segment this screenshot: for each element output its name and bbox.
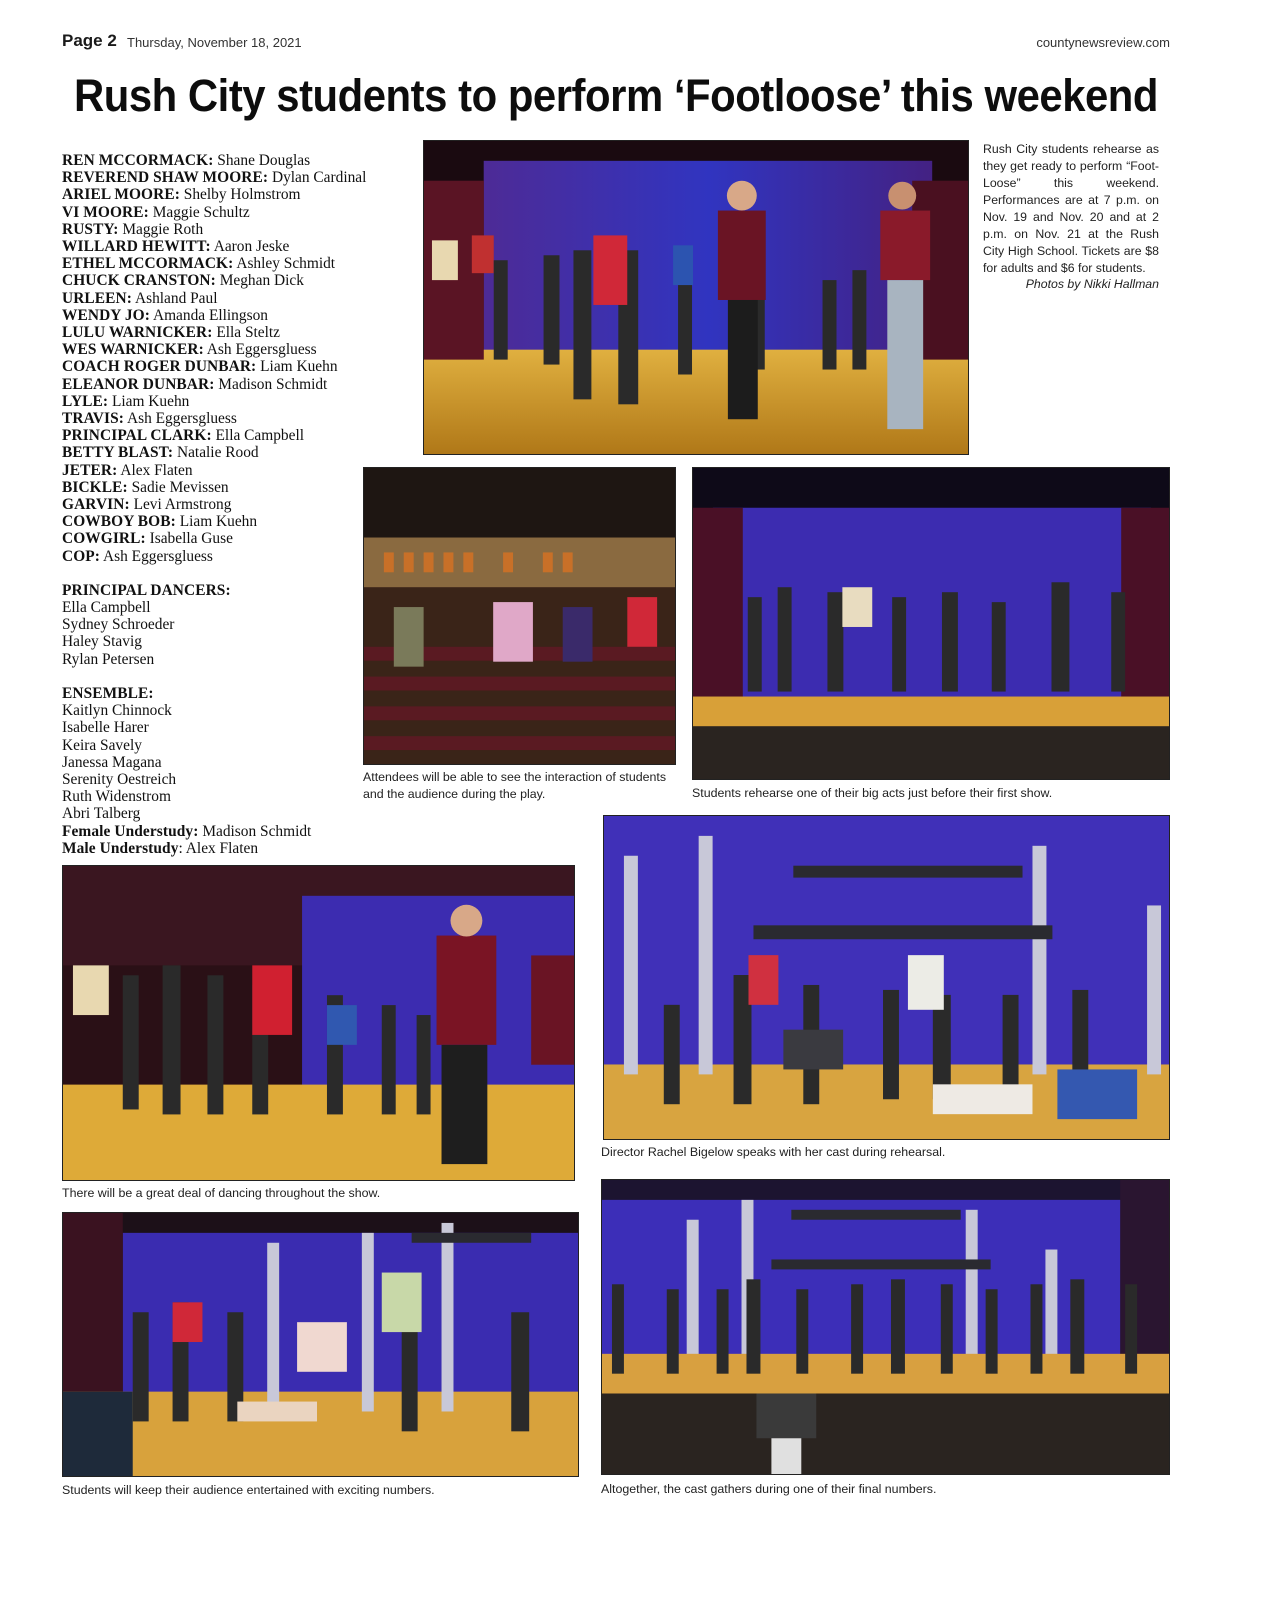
cast-role: RUSTY:	[62, 220, 119, 238]
cast-role: WES WARNICKER:	[62, 341, 204, 359]
cast-actor: Maggie Schultz	[152, 203, 250, 221]
cast-entry	[62, 290, 412, 307]
cast-entry	[62, 462, 412, 479]
issue-date: Thursday, November 18, 2021	[127, 35, 302, 50]
cast-actor: Sadie Mevissen	[131, 478, 229, 496]
cast-entry	[62, 307, 412, 324]
cast-entry	[62, 393, 412, 410]
final-photo	[601, 1179, 1170, 1475]
understudy-role: Female Understudy:	[62, 822, 199, 840]
ensemble-member: Serenity Oestreich	[62, 770, 177, 788]
cast-role: COWBOY BOB:	[62, 513, 176, 531]
dancing-photo	[62, 865, 575, 1181]
cast-actor: Ash Eggersgluess	[127, 410, 237, 428]
cast-role: COACH ROGER DUNBAR:	[62, 358, 257, 376]
cast-entry	[62, 358, 412, 375]
cast-entry	[62, 221, 412, 238]
cast-actor: Shane Douglas	[217, 152, 311, 169]
ensemble-member: Keira Savely	[62, 736, 142, 754]
cast-role: BETTY BLAST:	[62, 444, 174, 462]
cast-role: ELEANOR DUNBAR:	[62, 375, 215, 393]
cast-entry	[62, 530, 412, 547]
cast-actor: Ella Steltz	[216, 324, 280, 342]
cast-actor: Madison Schmidt	[218, 375, 328, 393]
ensemble-member: Abri Talberg	[62, 805, 141, 823]
cast-entry	[62, 255, 412, 272]
cast-role: REN MCCORMACK:	[62, 152, 214, 169]
understudy-actor: Alex Flaten	[185, 839, 259, 857]
lead-rehearsal-photo	[423, 140, 969, 455]
cast-actor: Aaron Jeske	[213, 238, 290, 256]
cast-role: BICKLE:	[62, 478, 128, 496]
cast-actor: Dylan Cardinal	[271, 169, 367, 187]
principal-dancer: Ella Campbell	[62, 599, 151, 617]
cast-role: COWGIRL:	[62, 530, 146, 548]
auditorium-caption: Attendees will be able to see the interaction of students and the audience during the play.	[363, 770, 667, 801]
cast-entry	[62, 496, 412, 513]
website-link[interactable]: countynewsreview.com	[1036, 35, 1170, 50]
big-act-photo	[692, 467, 1170, 780]
cast-actor: Natalie Rood	[176, 444, 259, 462]
cast-actor: Shelby Holmstrom	[183, 186, 301, 204]
cast-entry	[62, 341, 412, 358]
cast-actor: Ashley Schmidt	[236, 255, 336, 273]
cast-role: ARIEL MOORE:	[62, 186, 180, 204]
cast-actor: Ash Eggersgluess	[206, 341, 317, 359]
article-headline: Rush City students to perform ‘Footloose’ this weekend	[73, 70, 1159, 121]
cast-role: URLEEN:	[62, 289, 132, 307]
ensemble-heading: ENSEMBLE:	[62, 684, 154, 702]
cast-role: LULU WARNICKER:	[62, 324, 213, 342]
cast-actor: Ashland Paul	[134, 289, 218, 307]
cast-actor: Amanda Ellingson	[152, 306, 268, 324]
ensemble-member: Isabelle Harer	[62, 719, 149, 737]
cast-actor: Liam Kuehn	[179, 513, 258, 531]
cast-actor: Levi Armstrong	[133, 496, 232, 514]
photo-credit: Photos by Nikki Hallman	[1025, 277, 1159, 291]
ensemble-member: Ruth Widenstrom	[62, 788, 171, 806]
cast-entry	[62, 204, 412, 221]
understudy-row	[62, 823, 412, 840]
lead-photo-caption: Rush City students rehearse as they get ready to perform “Foot-Loose” this weekend. Performances are at 7 p.m. on Nov. 19 and Nov. 20 and at 2 p.m. on Nov. 21 at the Rush City High School. Tickets are $8 for adults and $6 for students.	[983, 142, 1159, 275]
understudy-role: Male Understudy	[62, 839, 179, 857]
cast-entry	[62, 513, 412, 530]
cast-entry	[62, 427, 412, 444]
cast-entry	[62, 444, 412, 461]
cast-entry	[62, 479, 412, 496]
cast-entry	[62, 548, 412, 565]
cast-role: JETER:	[62, 461, 118, 479]
cast-entry	[62, 272, 412, 289]
cast-entry	[62, 152, 412, 169]
director-caption: Director Rachel Bigelow speaks with her cast during rehearsal.	[601, 1145, 946, 1159]
cast-role: CHUCK CRANSTON:	[62, 272, 216, 290]
cast-actor: Ella Campbell	[215, 427, 305, 445]
cast-actor: Meghan Dick	[219, 272, 304, 290]
cast-role: COP:	[62, 547, 101, 565]
dancing-caption: There will be a great deal of dancing throughout the show.	[62, 1186, 381, 1200]
cast-entry	[62, 410, 412, 427]
cast-entry	[62, 376, 412, 393]
cast-actor: Ash Eggersgluess	[103, 547, 213, 565]
principal-dancer: Sydney Schroeder	[62, 616, 175, 634]
cast-role: ETHEL MCCORMACK:	[62, 255, 234, 273]
understudy-separator: :	[178, 839, 183, 857]
cast-role: WILLARD HEWITT:	[62, 238, 211, 256]
cast-entry	[62, 324, 412, 341]
cast-role: REVEREND SHAW MOORE:	[62, 169, 269, 187]
cast-actor: Isabella Guse	[149, 530, 233, 548]
cast-role: VI MOORE:	[62, 203, 149, 221]
cast-role: GARVIN:	[62, 496, 130, 514]
principal-dancer: Rylan Petersen	[62, 650, 155, 668]
understudy-actor: Madison Schmidt	[202, 822, 312, 840]
cast-role: PRINCIPAL CLARK:	[62, 427, 212, 445]
cast-role: WENDY JO:	[62, 306, 150, 324]
auditorium-photo	[363, 467, 676, 765]
cast-list	[62, 152, 412, 857]
cast-actor: Maggie Roth	[122, 220, 204, 238]
cast-actor: Liam Kuehn	[111, 392, 190, 410]
cast-entry	[62, 169, 412, 186]
cast-entry	[62, 186, 412, 203]
page-number: Page 2	[62, 31, 117, 50]
cast-actor: Alex Flaten	[120, 461, 193, 479]
cast-role: LYLE:	[62, 392, 109, 410]
principal-dancer: Haley Stavig	[62, 633, 142, 651]
cast-role: TRAVIS:	[62, 410, 124, 428]
ensemble-member: Janessa Magana	[62, 753, 162, 771]
ensemble-member: Kaitlyn Chinnock	[62, 702, 172, 720]
final-caption: Altogether, the cast gathers during one of their final numbers.	[601, 1482, 937, 1496]
big-act-caption: Students rehearse one of their big acts just before their first show.	[692, 786, 1053, 800]
numbers-photo	[62, 1212, 579, 1477]
director-photo	[603, 815, 1170, 1140]
cast-entry	[62, 238, 412, 255]
principal-dancers-heading: PRINCIPAL DANCERS:	[62, 581, 231, 599]
understudy-row	[62, 840, 412, 857]
cast-actor: Liam Kuehn	[260, 358, 338, 376]
numbers-caption: Students will keep their audience entertained with exciting numbers.	[62, 1483, 435, 1497]
